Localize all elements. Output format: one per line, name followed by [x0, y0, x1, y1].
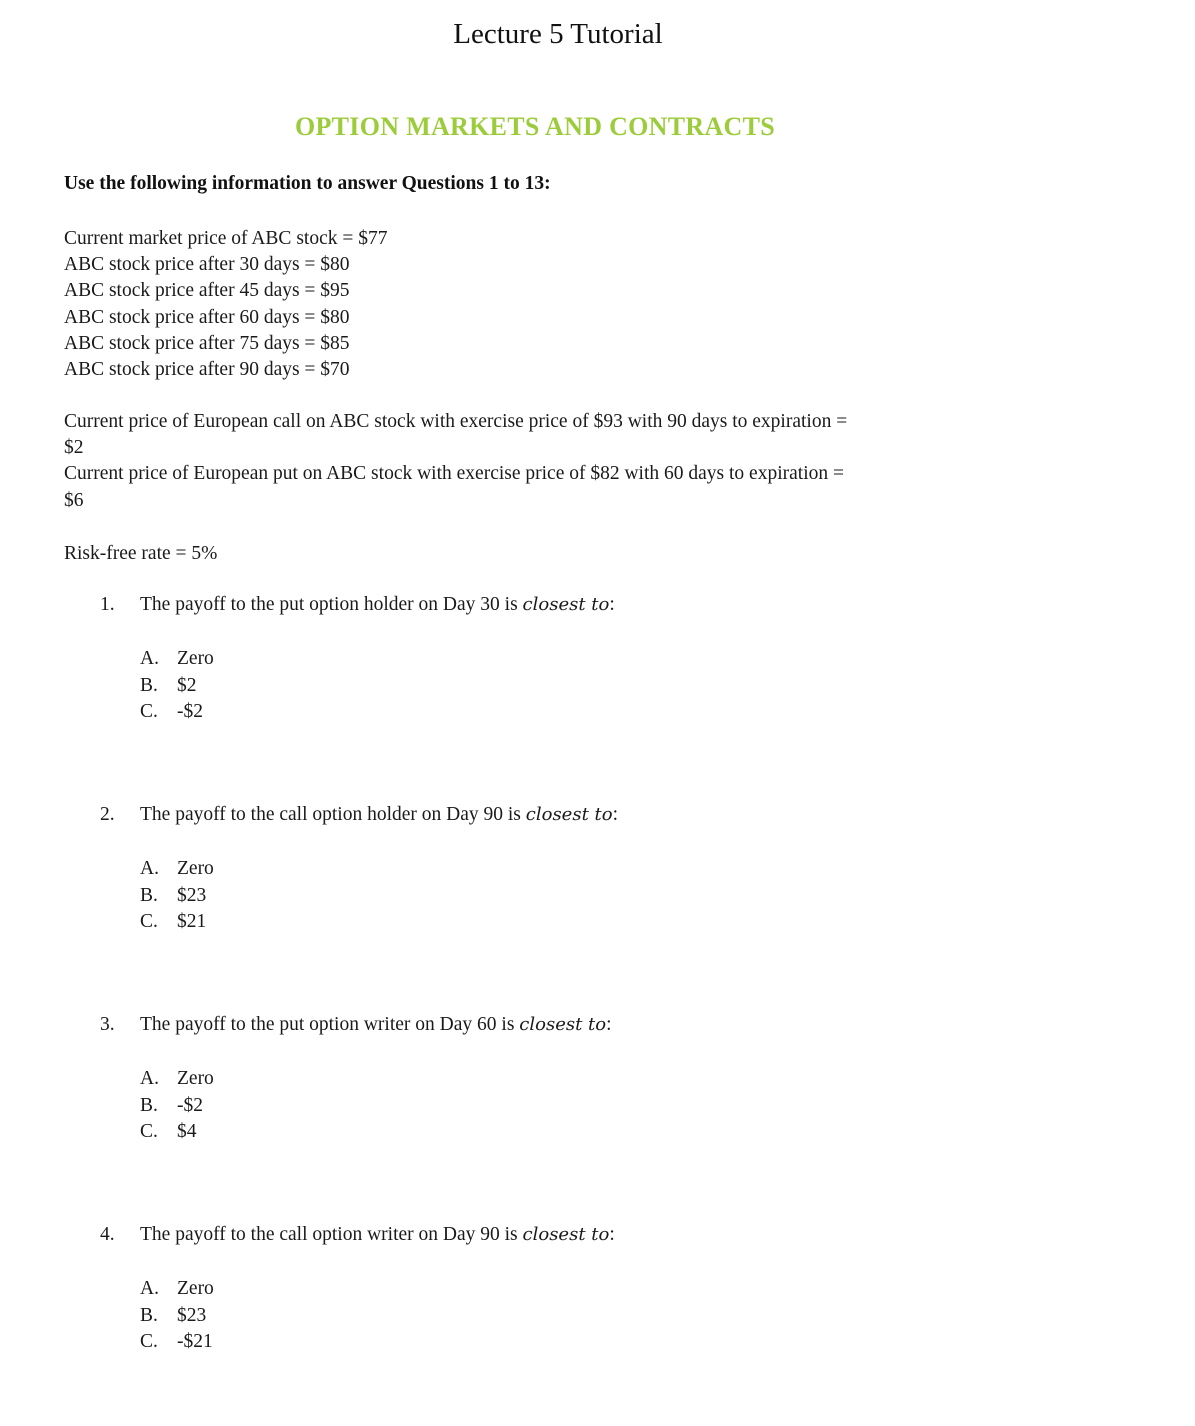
- question-suffix: :: [612, 804, 619, 825]
- stock-info-line: ABC stock price after 75 days = $85: [64, 332, 350, 354]
- question-text-main: The payoff to the call option holder on Day 90 is: [140, 804, 526, 825]
- answer-options: [140, 1276, 615, 1356]
- stock-info: [64, 226, 387, 383]
- answer-option: [140, 673, 615, 700]
- option-letter: B.: [140, 884, 158, 906]
- instruction: Use the following information to answer Questions 1 to 13:: [64, 173, 551, 194]
- answer-option: [140, 1066, 612, 1093]
- question-qualifier: closest to: [525, 804, 613, 825]
- question-text: [140, 1224, 615, 1246]
- option-text: -$2: [177, 1094, 203, 1116]
- question-stem: [100, 594, 615, 620]
- answer-option: [140, 883, 618, 910]
- option-text: Zero: [177, 1278, 214, 1299]
- option-text: $2: [177, 674, 197, 696]
- question-stem: [100, 1224, 615, 1250]
- answer-options: [140, 1066, 612, 1146]
- question-suffix: :: [609, 594, 615, 615]
- question-text: [140, 594, 615, 616]
- answer-options: [140, 646, 615, 726]
- question: [100, 804, 618, 936]
- answer-option: [140, 856, 618, 883]
- question-stem: [100, 1014, 612, 1040]
- question-text: [140, 1014, 612, 1036]
- question-text-main: The payoff to the put option writer on Day 60 is: [140, 1014, 520, 1035]
- options-info: [64, 409, 1004, 514]
- option-text: -$21: [177, 1331, 213, 1352]
- options-info-line: $6: [64, 489, 84, 511]
- option-letter: C.: [140, 1331, 158, 1352]
- question-suffix: :: [606, 1014, 612, 1035]
- question-qualifier: closest to: [519, 1014, 607, 1035]
- document-title: OPTION MARKETS AND CONTRACTS: [294, 112, 776, 141]
- question: [100, 594, 615, 726]
- stock-info-line: ABC stock price after 60 days = $80: [64, 306, 350, 328]
- answer-option: [140, 909, 618, 936]
- answer-option: [140, 646, 615, 673]
- options-info-line: $2: [64, 437, 84, 459]
- question-text-main: The payoff to the put option holder on Day 30 is: [140, 594, 523, 615]
- options-info-line: Current price of European put on ABC stock with exercise price of $82 with 60 days to expiration =: [64, 463, 844, 485]
- answer-options: [140, 856, 618, 936]
- answer-option: [140, 1093, 612, 1120]
- risk-free-rate: Risk-free rate = 5%: [64, 543, 218, 564]
- answer-option: [140, 1276, 615, 1303]
- stock-info-line: ABC stock price after 30 days = $80: [64, 254, 350, 276]
- question-text-main: The payoff to the call option writer on Day 90 is: [140, 1224, 523, 1245]
- answer-option: [140, 1119, 612, 1146]
- option-letter: C.: [140, 911, 158, 932]
- option-text: Zero: [177, 858, 214, 879]
- question-suffix: :: [609, 1224, 615, 1245]
- option-text: Zero: [177, 1068, 214, 1089]
- stock-info-line: ABC stock price after 90 days = $70: [64, 359, 350, 381]
- option-letter: C.: [140, 701, 158, 722]
- option-letter: A.: [140, 648, 159, 669]
- options-info-line: Current price of European call on ABC stock with exercise price of $93 with 90 days to expiration =: [64, 411, 848, 432]
- answer-option: [140, 699, 615, 726]
- option-letter: A.: [140, 858, 159, 879]
- option-letter: B.: [140, 1304, 158, 1326]
- question-text: [140, 804, 618, 826]
- question-stem: [100, 804, 618, 830]
- option-letter: A.: [140, 1068, 159, 1089]
- question: [100, 1014, 612, 1146]
- option-letter: C.: [140, 1121, 158, 1142]
- option-text: $4: [177, 1121, 197, 1142]
- option-text: -$2: [177, 701, 203, 722]
- option-text: Zero: [177, 648, 214, 669]
- stock-info-line: Current market price of ABC stock = $77: [64, 228, 388, 249]
- option-text: $23: [177, 884, 207, 906]
- page-header: Lecture 5 Tutorial: [453, 18, 663, 50]
- option-letter: B.: [140, 1094, 158, 1116]
- option-text: $21: [177, 911, 207, 932]
- question: [100, 1224, 615, 1356]
- answer-option: [140, 1303, 615, 1330]
- question-qualifier: closest to: [522, 1224, 610, 1245]
- option-text: $23: [177, 1304, 207, 1326]
- question-number: 1.: [100, 594, 115, 615]
- option-letter: B.: [140, 674, 158, 696]
- question-number: 3.: [100, 1014, 115, 1035]
- question-qualifier: closest to: [522, 594, 610, 615]
- stock-info-line: ABC stock price after 45 days = $95: [64, 280, 350, 302]
- question-number: 4.: [100, 1224, 115, 1245]
- question-number: 2.: [100, 804, 115, 825]
- option-letter: A.: [140, 1278, 159, 1299]
- answer-option: [140, 1329, 615, 1356]
